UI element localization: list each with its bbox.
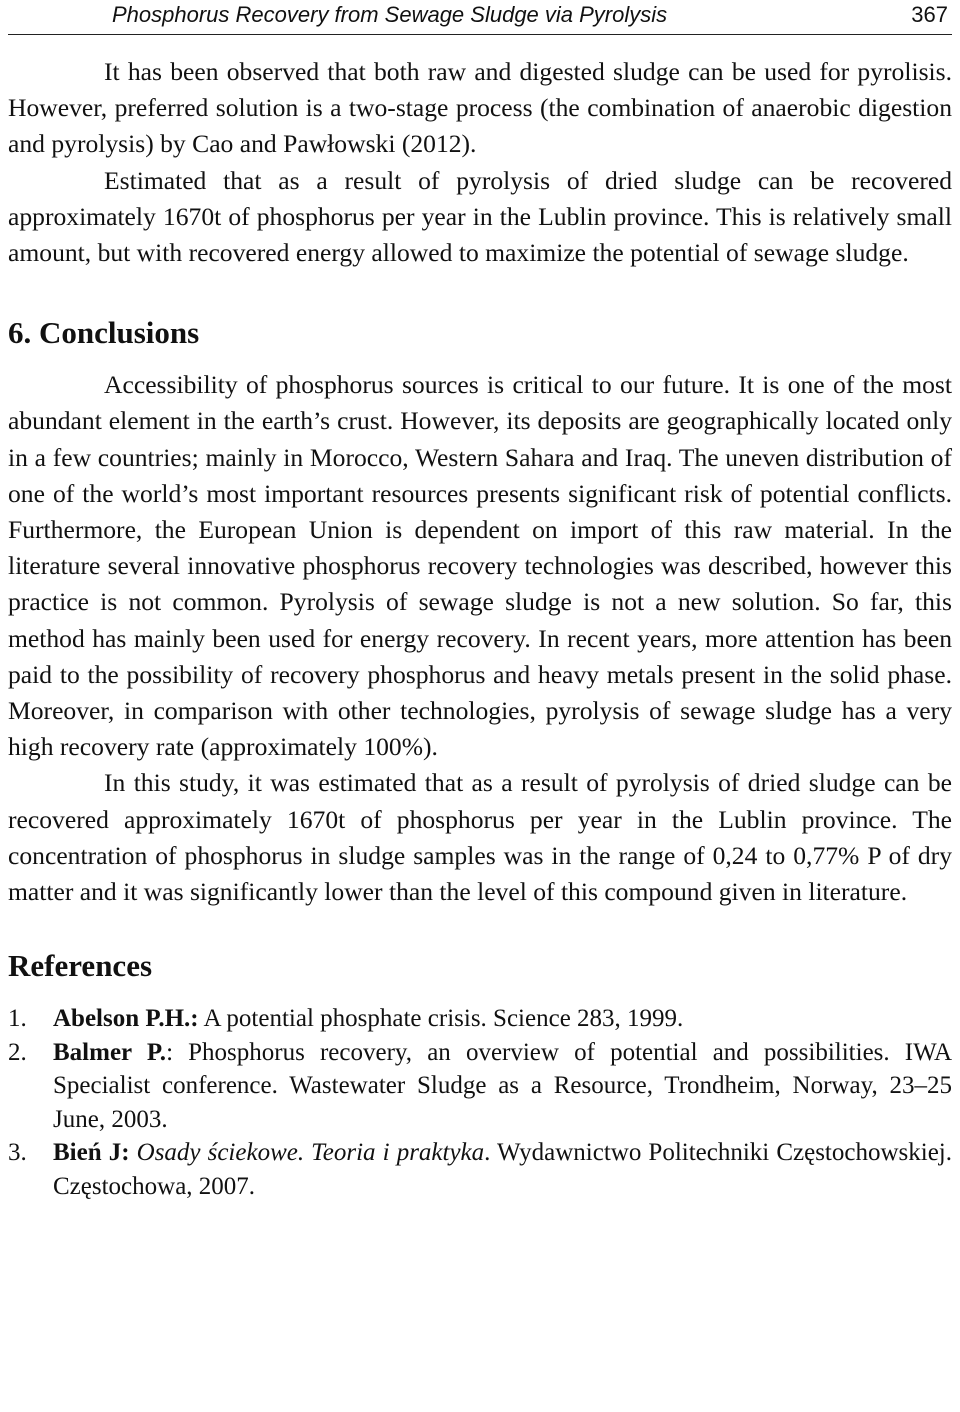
reference-text: : Phosphorus recovery, an overview of potential and possibilities. IWA Specialist conference. Wastewater Sludge as a Resource, Trondheim, Norway, 23–25 June, 2003. (53, 1038, 952, 1133)
reference-text: . Wydawnictwo Politechniki Częstochowskiej. Częstochowa, 2007. (53, 1139, 952, 1200)
body-paragraph: In this study, it was estimated that as a result of pyrolysis of dried sludge can be recovered approximately 1670t of phosphorus per year in the Lublin province. The concentration of phosphorus in sludge samples was in the range of 0,24 to 0,77% P of dry matter and it was significantly lower than the level of this compound given in literature. (8, 768, 952, 907)
reference-number: 1. (8, 1005, 27, 1033)
reference-number: 2. (8, 1038, 27, 1066)
section-heading-conclusions: 6. Conclusions (8, 315, 200, 351)
section-heading-references: References (8, 948, 153, 984)
reference-text: A potential phosphate crisis. Science 283, 1999. (198, 1005, 684, 1033)
page-body (8, 54, 952, 1203)
reference-item (8, 1002, 952, 1036)
reference-list (8, 1002, 952, 1203)
reference-item (8, 1036, 952, 1137)
reference-item (8, 1136, 952, 1203)
body-paragraph: Accessibility of phosphorus sources is critical to our future. It is one of the most abundant element in the earth’s crust. However, its deposits are geographically located only in a few countries; mainly in Morocco, Western Sahara and Iraq. The uneven distribution of one of the world’s most important resources presents significant risk of potential conflicts. Furthermore, the European Union is dependent on import of this raw material. In the literature several innovative phosphorus recovery technologies was described, however this practice is not common. Pyrolysis of sewage sludge is not a new solution. So far, this method has mainly been used for energy recovery. In recent years, more attention has been paid to the possibility of recovery phosphorus and heavy metals present in the solid phase. Moreover, in comparison with other technologies, pyrolysis of sewage sludge has a very high recovery rate (approximately 100%). (8, 370, 952, 762)
running-header (8, 0, 952, 35)
page-number: 367 (911, 2, 948, 27)
body-paragraph: It has been observed that both raw and digested sludge can be used for pyrolisis. However, preferred solution is a two-stage process (the combination of anaerobic digestion and pyrolysis) by Cao and Pawłowski (2012). (8, 57, 952, 159)
running-title: Phosphorus Recovery from Sewage Sludge via Pyrolysis (112, 2, 668, 27)
reference-title: Osady ściekowe. Teoria i praktyka (129, 1139, 485, 1167)
reference-number: 3. (8, 1139, 27, 1167)
body-paragraph: Estimated that as a result of pyrolysis of dried sludge can be recovered approximately 1670t of phosphorus per year in the Lublin province. This is relatively small amount, but with recovered energy allowed to maximize the potential of sewage sludge. (8, 165, 952, 268)
reference-authors: Abelson P.H.: (53, 1005, 199, 1033)
reference-authors: Bień J: (53, 1139, 130, 1167)
reference-authors: Balmer P. (53, 1038, 167, 1066)
